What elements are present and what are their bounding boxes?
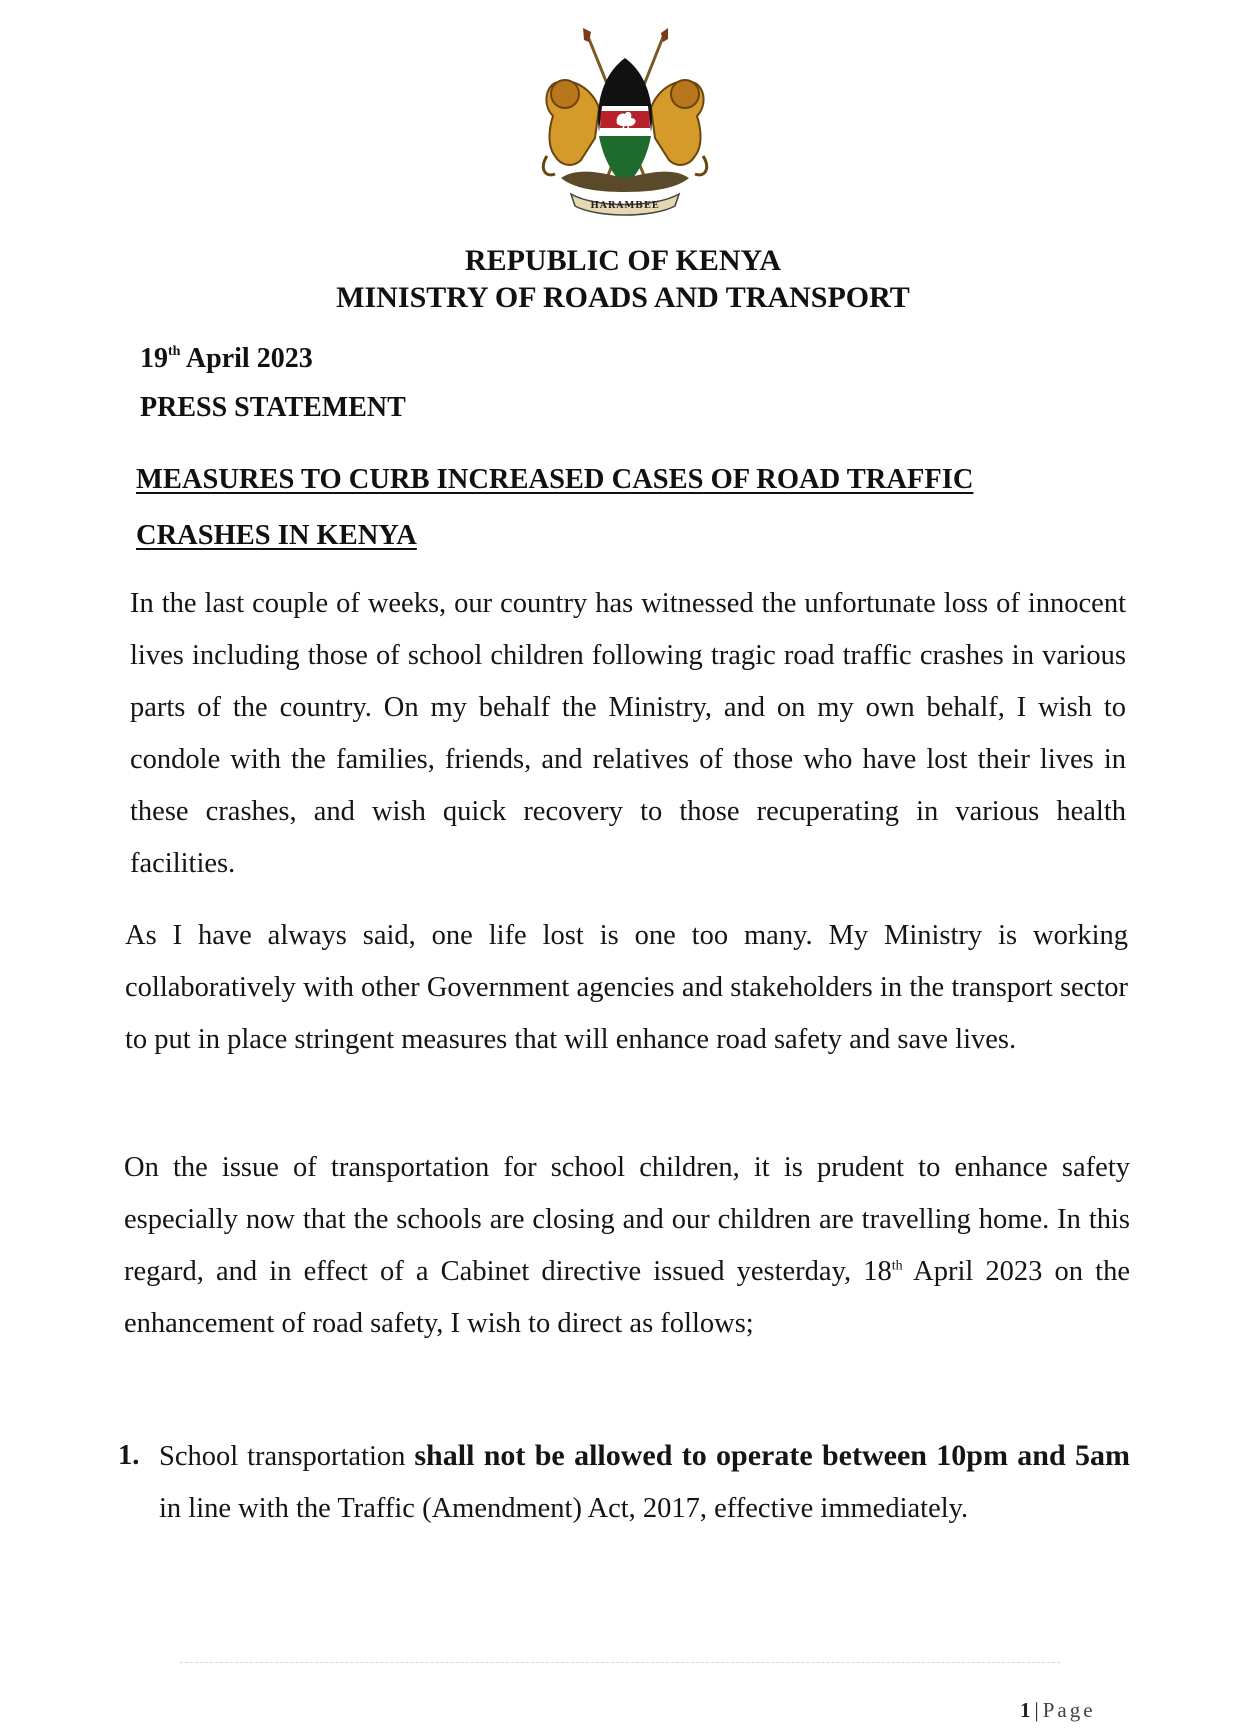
statement-title-line-2: CRASHES IN KENYA: [136, 520, 417, 551]
date-suffix: th: [168, 343, 181, 359]
header-ministry: MINISTRY OF ROADS AND TRANSPORT: [336, 281, 910, 314]
body-paragraph-3: [124, 1142, 1130, 1350]
body-paragraph-2: As I have always said, one life lost is one too many. My Ministry is working collaboratively with other Government agencies and stakeholders in the transport sector to put in place stringent measures that will enhance road safety and save lives.: [125, 920, 1128, 1055]
motto-text: HARAMBEE: [590, 201, 660, 211]
list-item-text-bold: shall not be allowed to operate between 10pm and 5am: [414, 1439, 1130, 1472]
statement-title-line-1: MEASURES TO CURB INCREASED CASES OF ROAD TRAFFIC: [136, 464, 974, 495]
body-paragraph-3-sup: th: [891, 1258, 903, 1274]
page-footer: [1020, 1698, 1096, 1722]
date-rest: April 2023: [180, 343, 313, 374]
coat-of-arms-emblem: [525, 28, 725, 228]
footer-divider: [180, 1662, 1060, 1663]
directive-list-item: [118, 1430, 1130, 1535]
kenya-coat-of-arms-icon: [525, 28, 725, 228]
list-item-text: [159, 1430, 1130, 1535]
list-item-text-a: School transportation: [159, 1441, 415, 1472]
page-separator: |: [1034, 1698, 1039, 1722]
header-republic: REPUBLIC OF KENYA: [464, 244, 782, 277]
statement-date: [140, 342, 313, 376]
date-day: 19: [140, 343, 168, 374]
page-number: 1: [1020, 1698, 1031, 1722]
press-statement-label: PRESS STATEMENT: [140, 392, 406, 423]
list-item-text-b: in line with the Traffic (Amendment) Act, 2017, effective immediately.: [159, 1493, 969, 1524]
body-paragraph-3-part-b: April 2023 on the enhancement of road safety, I wish to direct as follows;: [124, 1256, 1130, 1339]
body-paragraph-3-part-a: On the issue of transportation for school children, it is prudent to enhance safety especially now that the schools are closing and our children are travelling home. In this regard, and in effect of a Cabinet directive issued yesterday, 18: [124, 1152, 1130, 1287]
body-paragraph-1: In the last couple of weeks, our country has witnessed the unfortunate loss of innocent lives including those of school children following tragic road traffic crashes in various parts of the country. On my behalf the Ministry, and on my own behalf, I wish to condole with the families, friends, and relatives of those who have lost their lives in these crashes, and wish quick recovery to those recuperating in various health facilities.: [130, 588, 1126, 879]
page-word: Page: [1042, 1698, 1096, 1722]
list-item-number: 1.: [118, 1440, 140, 1471]
